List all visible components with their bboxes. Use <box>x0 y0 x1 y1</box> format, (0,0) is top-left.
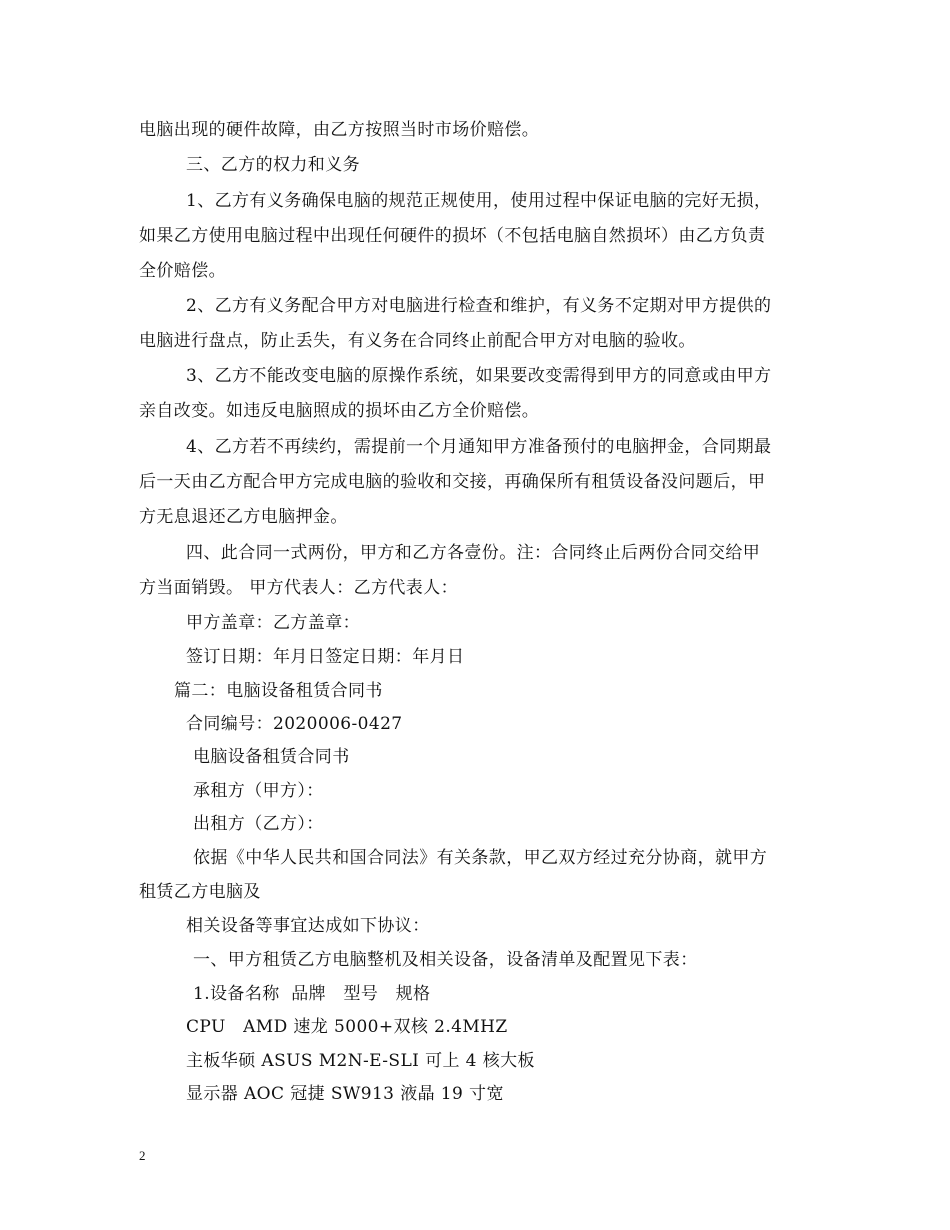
contract-title: 电脑设备租赁合同书 <box>193 747 350 767</box>
text-line: 全价赔偿。 <box>139 261 226 281</box>
lessee-label: 承租方（甲方）： <box>193 781 324 801</box>
text-line: 4、乙方若不再续约，需提前一个月通知甲方准备预付的电脑押金，合同期最 <box>186 437 772 457</box>
text-line: 相关设备等事宜达成如下协议： <box>186 916 430 936</box>
section-heading: 一、甲方租赁乙方电脑整机及相关设备，设备清单及配置见下表： <box>193 950 698 970</box>
chapter-title: 篇二：电脑设备租赁合同书 <box>174 681 383 701</box>
text-line: 甲方盖章：乙方盖章： <box>186 613 360 633</box>
text-line: 方无息退还乙方电脑押金。 <box>139 507 348 527</box>
contract-number: 合同编号：2020006-0427 <box>186 714 403 734</box>
text-line: 2、乙方有义务配合甲方对电脑进行检查和维护，有义务不定期对甲方提供的 <box>186 296 772 316</box>
text-line: 租赁乙方电脑及 <box>139 882 261 902</box>
text-line: 电脑进行盘点，防止丢失，有义务在合同终止前配合甲方对电脑的验收。 <box>139 331 696 351</box>
text-line: 签订日期：年月日签定日期：年月日 <box>186 647 465 667</box>
equipment-row-monitor: 显示器 AOC 冠捷 SW913 液晶 19 寸宽 <box>186 1084 504 1104</box>
lessor-label: 出租方（乙方）： <box>193 814 324 834</box>
text-line: 1、乙方有义务确保电脑的规范正规使用，使用过程中保证电脑的完好无损， <box>186 191 772 211</box>
text-line: 如果乙方使用电脑过程中出现任何硬件的损坏（不包括电脑自然损坏）由乙方负责 <box>139 226 766 246</box>
page-number: 2 <box>139 1148 146 1163</box>
equipment-table-header: 1.设备名称 品牌 型号 规格 <box>193 984 431 1004</box>
text-line: 亲自改变。如违反电脑照成的损坏由乙方全价赔偿。 <box>139 401 540 421</box>
equipment-row-motherboard: 主板华硕 ASUS M2N-E-SLI 可上 4 核大板 <box>186 1051 535 1071</box>
section-heading: 三、乙方的权力和义务 <box>186 155 360 175</box>
text-line: 电脑出现的硬件故障，由乙方按照当时市场价赔偿。 <box>139 120 540 140</box>
text-line: 方当面销毁。 甲方代表人：乙方代表人： <box>139 578 459 598</box>
text-line: 后一天由乙方配合甲方完成电脑的验收和交接，再确保所有租赁设备没问题后，甲 <box>139 472 766 492</box>
text-line: 依据《中华人民共和国合同法》有关条款，甲乙双方经过充分协商，就甲方 <box>193 848 768 868</box>
text-line: 3、乙方不能改变电脑的原操作系统，如果要改变需得到甲方的同意或由甲方 <box>186 366 772 386</box>
equipment-row-cpu: CPU AMD 速龙 5000+双核 2.4MHZ <box>186 1017 508 1037</box>
section-heading: 四、此合同一式两份，甲方和乙方各壹份。注：合同终止后两份合同交给甲 <box>186 543 761 563</box>
